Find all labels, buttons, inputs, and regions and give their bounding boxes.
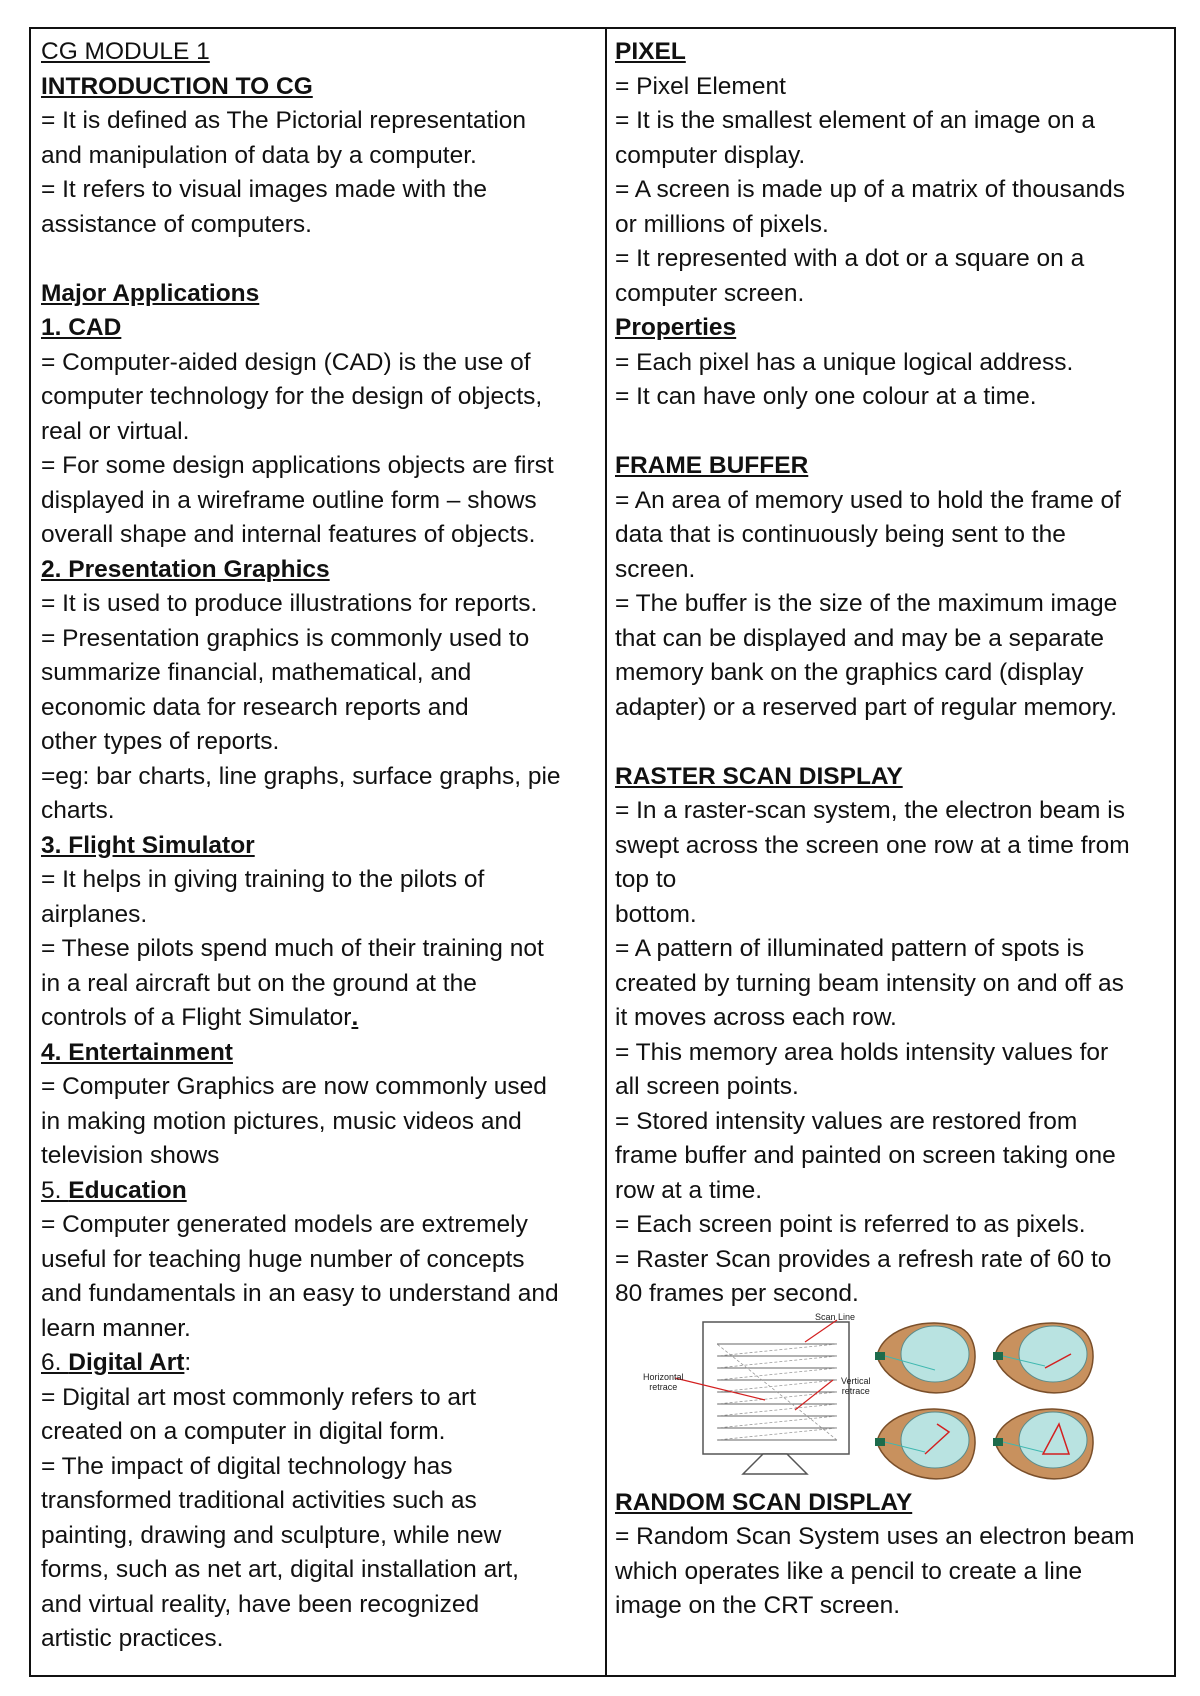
text-line: = Stored intensity values are restored from (615, 1107, 1078, 1135)
spacer (615, 725, 1171, 760)
spacer (41, 242, 597, 277)
crt-tube-bottom-left (875, 1409, 975, 1479)
applications-heading: Major Applications (41, 279, 260, 307)
text-line: adapter) or a reserved part of regular memory. (615, 693, 1118, 721)
flight-last-punct: . (351, 1004, 359, 1031)
monitor-diagram (675, 1320, 849, 1474)
horizontal-retrace-label (643, 1372, 684, 1392)
text-line: = Presentation graphics is commonly used to (41, 624, 530, 652)
raster-scan-illustration (615, 1311, 1171, 1486)
crt-tube-top-left (875, 1323, 975, 1393)
text-line: = Computer generated models are extremely (41, 1211, 528, 1238)
vertical-retrace-sub: retrace (841, 1385, 870, 1396)
text-line: television shows (41, 1142, 220, 1169)
text-line: that can be displayed and may be a separate (615, 624, 1104, 652)
text-line: it moves across each row. (615, 1004, 897, 1031)
text-line: painting, drawing and sculpture, while new (41, 1521, 502, 1549)
text-line: and fundamentals in an easy to understand and (41, 1280, 559, 1307)
text-line: all screen points. (615, 1073, 799, 1100)
text-line: and manipulation of data by a computer. (41, 141, 477, 169)
text-line: = It is the smallest element of an image on a (615, 107, 1096, 134)
text-line: overall shape and internal features of objects. (41, 521, 536, 548)
education-number: 5. (41, 1176, 69, 1204)
notes-sheet (29, 27, 1176, 1677)
text-line: top to (615, 866, 677, 893)
text-line: computer display. (615, 141, 806, 169)
text-line: assistance of computers. (41, 210, 312, 238)
presentation-heading: 2. Presentation Graphics (41, 555, 330, 583)
text-line: summarize financial, mathematical, and (41, 659, 472, 686)
text-line: created by turning beam intensity on and off as (615, 969, 1124, 997)
text-line: = A screen is made up of a matrix of thousands (615, 176, 1126, 203)
text-line: = It represented with a dot or a square on a (615, 245, 1085, 272)
text-line: other types of reports. (41, 728, 280, 755)
text-line: = A pattern of illuminated pattern of spots is (615, 935, 1085, 962)
text-line: = It refers to visual images made with the (41, 176, 487, 203)
text-line: data that is continuously being sent to the (615, 521, 1066, 548)
text-line: artistic practices. (41, 1625, 224, 1652)
digital-colon: : (184, 1349, 192, 1376)
education-heading-line (41, 1174, 597, 1209)
text-line: or millions of pixels. (615, 210, 829, 238)
text-line: 80 frames per second. (615, 1280, 859, 1307)
scan-line-label: Scan Line (815, 1311, 856, 1322)
text-line: and virtual reality, have been recognized (41, 1590, 480, 1618)
properties-heading: Properties (615, 314, 737, 341)
digital-heading: Digital Art (68, 1349, 185, 1376)
text-line: computer technology for the design of objects, (41, 383, 543, 410)
text-line: displayed in a wireframe outline form – shows (41, 486, 537, 514)
text-line: forms, such as net art, digital installation art, (41, 1556, 519, 1583)
monitor-stand (743, 1454, 807, 1474)
horizontal-retrace-word: Horizontal (643, 1371, 684, 1382)
text-line: economic data for research reports and (41, 693, 469, 721)
vertical-retrace-label (841, 1376, 871, 1396)
left-column (41, 35, 597, 1657)
text-line: learn manner. (41, 1314, 191, 1342)
text-line: = In a raster-scan system, the electron beam is (615, 797, 1125, 824)
cad-heading: 1. CAD (41, 314, 122, 341)
frame-buffer-heading: FRAME BUFFER (615, 452, 809, 479)
flight-heading: 3. Flight Simulator (41, 831, 255, 859)
text-line: transformed traditional activities such as (41, 1487, 477, 1514)
text-line: = Each screen point is referred to as pixels. (615, 1211, 1086, 1238)
text-line: in making motion pictures, music videos and (41, 1107, 522, 1135)
vertical-retrace-word: Vertical (841, 1375, 871, 1386)
text-line: = Raster Scan provides a refresh rate of 60 to (615, 1245, 1112, 1273)
text-line: = Computer Graphics are now commonly used (41, 1073, 547, 1100)
text-line: = Digital art most commonly refers to art (41, 1383, 477, 1411)
text-line: = It is defined as The Pictorial representation (41, 107, 527, 134)
flight-last-text: controls of a Flight Simulator (41, 1004, 352, 1031)
text-line: =eg: bar charts, line graphs, surface graphs, pie (41, 762, 561, 790)
text-line: = It is used to produce illustrations for reports. (41, 590, 538, 617)
module-title: CG MODULE 1 (41, 38, 210, 65)
crt-tube-top-right (993, 1323, 1093, 1393)
text-line: which operates like a pencil to create a line (615, 1557, 1083, 1585)
text-line: = These pilots spend much of their training not (41, 935, 544, 962)
text-line: = Each pixel has a unique logical address. (615, 348, 1074, 376)
raster-heading: RASTER SCAN DISPLAY (615, 762, 903, 790)
text-line: created on a computer in digital form. (41, 1418, 446, 1445)
text-line: row at a time. (615, 1176, 763, 1204)
right-column (615, 35, 1171, 1624)
text-line: = Pixel Element (615, 72, 786, 100)
text-line: real or virtual. (41, 417, 190, 445)
text-line: = The buffer is the size of the maximum image (615, 590, 1118, 617)
text-line: = This memory area holds intensity values for (615, 1038, 1109, 1066)
text-line: charts. (41, 797, 115, 824)
text-line: = An area of memory used to hold the frame of (615, 486, 1121, 514)
text-line: = Computer-aided design (CAD) is the use of (41, 348, 531, 376)
text-line: airplanes. (41, 900, 148, 928)
text-line: screen. (615, 555, 696, 583)
education-heading: Education (68, 1176, 187, 1204)
text-line: useful for teaching huge number of concepts (41, 1245, 525, 1273)
entertainment-heading: 4. Entertainment (41, 1038, 233, 1066)
text-line: = The impact of digital technology has (41, 1452, 453, 1480)
text-line: swept across the screen one row at a time from (615, 831, 1130, 859)
column-divider (605, 29, 607, 1675)
text-line: image on the CRT screen. (615, 1592, 901, 1619)
random-heading: RANDOM SCAN DISPLAY (615, 1488, 913, 1516)
pixel-heading: PIXEL (615, 38, 686, 65)
text-line: = It helps in giving training to the pilots of (41, 866, 485, 893)
text-line: = It can have only one colour at a time. (615, 383, 1037, 410)
text-line: computer screen. (615, 279, 805, 307)
text-line: = Random Scan System uses an electron beam (615, 1523, 1135, 1550)
text-line: memory bank on the graphics card (display (615, 659, 1084, 686)
text-line: frame buffer and painted on screen taking one (615, 1142, 1116, 1169)
raster-scan-figure (615, 1311, 1171, 1486)
crt-tube-bottom-right (993, 1409, 1093, 1479)
text-line (41, 1001, 597, 1036)
intro-heading: INTRODUCTION TO CG (41, 72, 313, 100)
text-line: bottom. (615, 900, 697, 928)
digital-number: 6. (41, 1349, 69, 1376)
digital-heading-line (41, 1346, 597, 1381)
text-line: in a real aircraft but on the ground at the (41, 969, 477, 997)
text-line: = For some design applications objects are first (41, 452, 554, 479)
horizontal-retrace-sub: retrace (649, 1381, 678, 1392)
spacer (615, 415, 1171, 450)
